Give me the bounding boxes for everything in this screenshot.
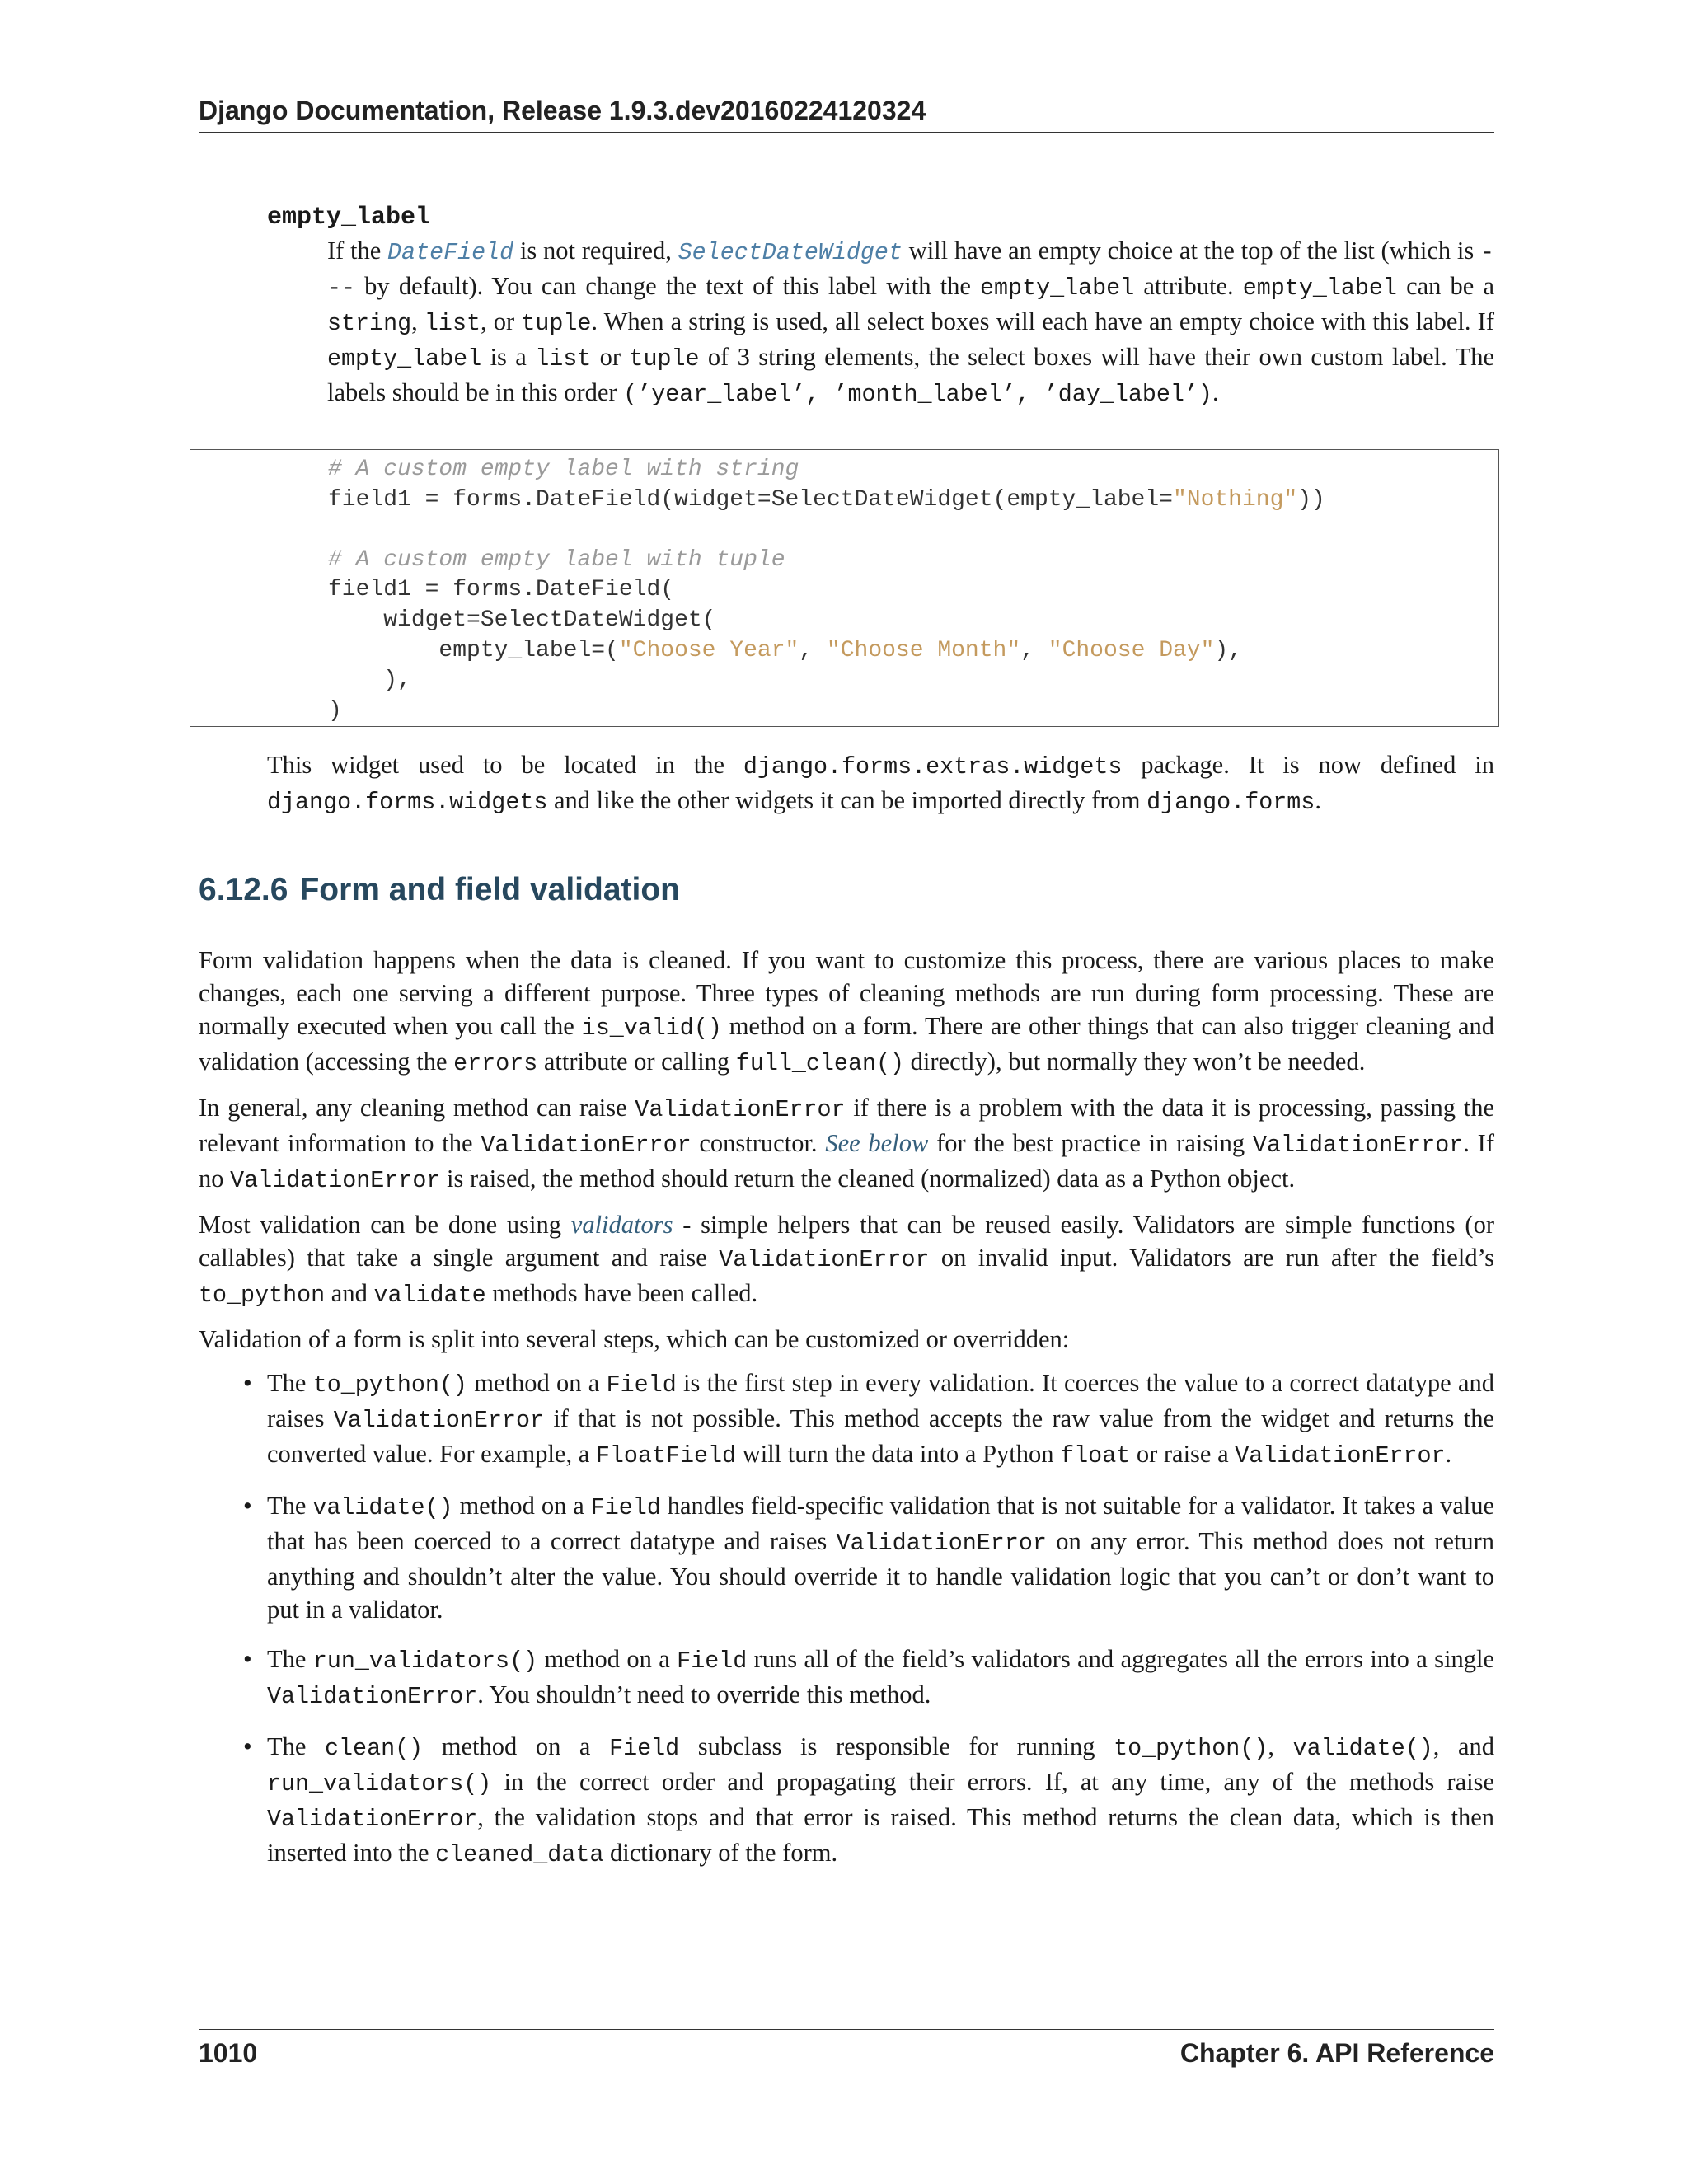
code-string: "Choose Day" [1048, 637, 1215, 663]
inline-code: cleaned_data [435, 1841, 604, 1868]
inline-code: to_python() [1114, 1735, 1268, 1762]
inline-code: Field [590, 1494, 661, 1521]
code-comment: # A custom empty label with string [328, 457, 799, 482]
inline-code: Field [606, 1371, 677, 1399]
list-item-text: The validate() method on a Field handles field-specific validation that is not suitable for a validator. It takes a value that has been coerced to a correct datatype and raises ValidationError on any error. This method does not return anything and shouldn’t alter the value. You should override it to handle validation logic that you can’t or don’t want to put in a validator. [267, 1492, 1494, 1624]
inline-code: clean() [325, 1735, 424, 1762]
inline-code: validate() [312, 1494, 453, 1521]
inline-code: ValidationError [836, 1530, 1047, 1557]
code-block [190, 449, 1499, 727]
inline-code: ValidationError [481, 1132, 692, 1159]
paragraph: Validation of a form is split into several steps, which can be customized or overridden: [199, 1325, 1070, 1353]
inline-code: ValidationError [267, 1683, 478, 1710]
bullet-icon: • [243, 1645, 252, 1673]
inline-code: django.forms.extras.widgets [743, 753, 1123, 780]
inline-code: is_valid() [581, 1015, 722, 1042]
section-number: 6.12.6 [199, 872, 288, 907]
section-body [199, 944, 1494, 1888]
running-header [199, 92, 1494, 133]
bullet-icon: • [243, 1732, 252, 1760]
list-item-text: The clean() method on a Field subclass is responsible for running to_python(), validate(), and run_validators() in the correct order and propagating their errors. If, at any time, any of the methods raise ValidationError, the validation stops and that error is raised. This method returns the clean data, which is then inserted into the cleaned_data dictionary of the form. [267, 1732, 1495, 1868]
inline-code: ValidationError [333, 1407, 545, 1434]
cross-reference-link[interactable]: See below [825, 1129, 929, 1157]
inline-code: string [327, 310, 412, 337]
bullet-icon: • [243, 1369, 252, 1397]
inline-code: errors [453, 1050, 538, 1077]
attribute-description: If the DateField is not required, SelectDateWidget will have an empty choice at the top of the list (which is --- by default). You can change the text of this label with the empty_label attribute. empty_label can be a string, list, or tuple. When a string is used, all select boxes will each have an empty choice with this label. If empty_label is a list or tuple of 3 string elements, the select boxes will have their own custom label. The labels should be in this order (’year_label’, ’month_label’, ’day_label’). [327, 237, 1495, 408]
inline-code: ValidationError [719, 1246, 930, 1273]
code-reference-link[interactable]: SelectDateWidget [678, 239, 903, 266]
document-page [199, 0, 1494, 2184]
inline-code: tuple [629, 345, 700, 373]
list-item [199, 1730, 1494, 1872]
list-item-text: The run_validators() method on a Field runs all of the field’s validators and aggregates all the errors into a single ValidationError. You shouldn’t need to override this method. [267, 1645, 1494, 1710]
widget-location-note [267, 748, 1494, 819]
header-title: Django Documentation, Release 1.9.3.dev20160224120324 [199, 96, 926, 125]
inline-code: django.forms [1146, 789, 1315, 816]
section-heading [199, 869, 680, 911]
inline-code: empty_label [980, 274, 1135, 302]
inline-code: --- [327, 239, 1494, 302]
running-footer [199, 2029, 1494, 2068]
inline-code: float [1060, 1442, 1131, 1469]
list-item-text: The to_python() method on a Field is the first step in every validation. It coerces the value to a correct datatype and raises ValidationError if that is not possible. This method accepts the raw value from the widget and returns the converted value. For example, a FloatField will turn the data into a Python float or raise a ValidationError. [267, 1369, 1495, 1469]
inline-code: ValidationError [267, 1806, 478, 1833]
cross-reference-link[interactable]: validators [570, 1211, 673, 1239]
section-title: Form and field validation [299, 872, 680, 907]
inline-code: FloatField [595, 1442, 737, 1469]
inline-code: empty_label [1242, 274, 1397, 302]
inline-code: to_python [199, 1282, 326, 1309]
inline-code: django.forms.widgets [267, 789, 548, 816]
validation-steps-list [199, 1366, 1494, 1872]
note-paragraph: This widget used to be located in the django.forms.extras.widgets package. It is now defined in django.forms.widgets and like the other widgets it can be imported directly from django.forms. [267, 751, 1494, 816]
inline-code: run_validators() [267, 1770, 492, 1797]
list-item [199, 1643, 1494, 1713]
inline-code: list [424, 310, 481, 337]
inline-code: full_clean() [735, 1050, 905, 1077]
paragraph: Form validation happens when the data is cleaned. If you want to customize this process, there are various places to make changes, each one serving a different purpose. Three types of cleaning methods are run during form processing. These are normally executed when you call the is_valid() method on a form. There are other things that can also trigger cleaning and validation (accessing the errors attribute or calling full_clean() directly), but normally they won’t be needed. [199, 946, 1494, 1077]
paragraph: Most validation can be done using validators - simple helpers that can be reused easily. Validators are simple functions (or callables) that take a single argument and raise ValidationError on invalid input. Validators are run after the field’s to_python and validate methods have been called. [199, 1211, 1494, 1309]
inline-code: ValidationError [635, 1096, 846, 1123]
inline-code: validate() [1292, 1735, 1433, 1762]
code-string: "Choose Year" [618, 637, 799, 663]
inline-code: Field [677, 1647, 748, 1675]
bullet-icon: • [243, 1492, 252, 1520]
code-reference-link[interactable]: DateField [387, 239, 514, 266]
code-string: "Choose Month" [826, 637, 1021, 663]
code-comment: # A custom empty label with tuple [328, 546, 785, 573]
list-item [199, 1366, 1494, 1473]
inline-code: ValidationError [230, 1167, 441, 1194]
inline-code: tuple [521, 310, 592, 337]
paragraph: In general, any cleaning method can raise ValidationError if there is a problem with the data it is processing, passing the relevant information to the ValidationError constructor. See below for the best practice in raising ValidationError. If no ValidationError is raised, the method should return the cleaned (normalized) data as a Python object. [199, 1094, 1494, 1194]
attribute-name: empty_label [267, 204, 431, 232]
inline-code: (’year_label’, ’month_label’, ’day_label’) [623, 381, 1212, 408]
inline-code: Field [609, 1735, 680, 1762]
inline-code: validate [373, 1282, 486, 1309]
inline-code: to_python() [312, 1371, 467, 1399]
chapter-label: Chapter 6. API Reference [1179, 2038, 1494, 2068]
inline-code: ValidationError [1235, 1442, 1446, 1469]
inline-code: list [535, 345, 592, 373]
code-listing: # A custom empty label with string field1 = forms.DateField(widget=SelectDateWidget(empty_label="Nothing")) # A custom empty label with tuple field1 = forms.DateField( widget=SelectDateWidget( empty_label=("Choose Year", "Choose Month", "Choose Day"), ), ) [328, 457, 1325, 724]
inline-code: ValidationError [1252, 1132, 1464, 1159]
attribute-entry [267, 201, 1494, 411]
code-string: "Nothing" [1172, 486, 1298, 513]
inline-code: empty_label [327, 345, 482, 373]
list-item [199, 1489, 1494, 1626]
inline-code: run_validators() [312, 1647, 538, 1675]
page-number: 1010 [199, 2038, 258, 2068]
